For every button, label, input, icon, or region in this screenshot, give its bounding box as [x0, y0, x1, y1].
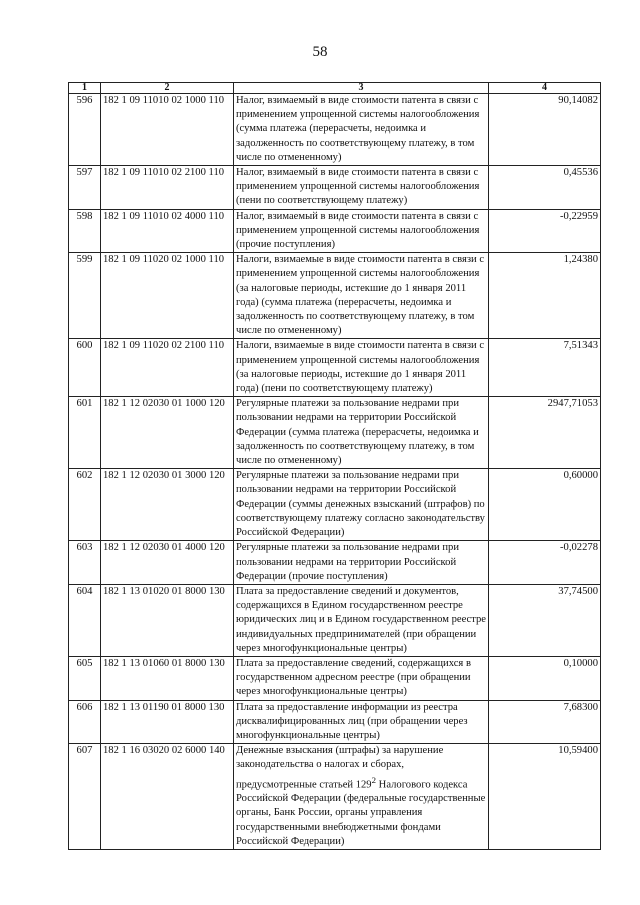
column-header-4: 4: [489, 83, 601, 94]
budget-code: 182 1 09 11020 02 2100 110: [101, 339, 234, 397]
budget-code: 182 1 09 11010 02 1000 110: [101, 94, 234, 166]
revenue-description: Налог, взимаемый в виде стоимости патента в связи с применением упрощенной системы налогообложения (прочие поступления): [234, 209, 489, 253]
row-number: 597: [69, 166, 101, 210]
row-number: 602: [69, 469, 101, 541]
amount: -0,22959: [489, 209, 601, 253]
row-number: 598: [69, 209, 101, 253]
row-number: 606: [69, 700, 101, 744]
table-row: [69, 744, 601, 850]
amount: 7,68300: [489, 700, 601, 744]
budget-code: 182 1 16 03020 02 6000 140: [101, 744, 234, 850]
revenue-description: Плата за предоставление информации из реестра дисквалифицированных лиц (при обращении через многофункциональные центры): [234, 700, 489, 744]
description-text-continued: Налогового кодекса Российской Федерации (федеральные государственные органы, Банк России, органы управления государственными внебюджетными фондами Российской Федерации): [236, 779, 486, 847]
table-row: [69, 339, 601, 397]
revenue-description: Регулярные платежи за пользование недрами при пользовании недрами на территории Российской Федерации (суммы денежных взысканий (штрафов) по соответствующему платежу согласно законодательству Российской Федерации): [234, 469, 489, 541]
budget-code: 182 1 12 02030 01 3000 120: [101, 469, 234, 541]
amount: 7,51343: [489, 339, 601, 397]
revenue-description: Плата за предоставление сведений и документов, содержащихся в Едином государственном реестре юридических лиц и в Едином государственном реестре индивидуальных предпринимателей (при обращении через многофункциональные центры): [234, 584, 489, 656]
budget-code: 182 1 12 02030 01 4000 120: [101, 541, 234, 585]
table-row: [69, 700, 601, 744]
revenue-description: Плата за предоставление сведений, содержащихся в государственном адресном реестре (при обращении через многофункциональные центры): [234, 656, 489, 700]
revenue-description: Налоги, взимаемые в виде стоимости патента в связи с применением упрощенной системы налогообложения (за налоговые периоды, истекшие до 1 января 2011 года) (пени по соответствующему платежу): [234, 339, 489, 397]
column-header-2: 2: [101, 83, 234, 94]
budget-code: 182 1 09 11010 02 4000 110: [101, 209, 234, 253]
revenue-description: [234, 744, 489, 850]
row-number: 607: [69, 744, 101, 850]
table-row: [69, 656, 601, 700]
row-number: 603: [69, 541, 101, 585]
column-header-3: 3: [234, 83, 489, 94]
column-header-1: 1: [69, 83, 101, 94]
table-row: [69, 166, 601, 210]
revenue-description: Регулярные платежи за пользование недрами при пользовании недрами на территории Российской Федерации (прочие поступления): [234, 541, 489, 585]
budget-code: 182 1 09 11020 02 1000 110: [101, 253, 234, 339]
budget-code: 182 1 13 01060 01 8000 130: [101, 656, 234, 700]
amount: 90,14082: [489, 94, 601, 166]
table-row: [69, 209, 601, 253]
table-row: [69, 94, 601, 166]
amount: 0,10000: [489, 656, 601, 700]
revenue-description: Налог, взимаемый в виде стоимости патента в связи с применением упрощенной системы налогообложения (пени по соответствующему платежу): [234, 166, 489, 210]
revenue-table: [68, 82, 601, 850]
row-number: 599: [69, 253, 101, 339]
budget-code: 182 1 12 02030 01 1000 120: [101, 397, 234, 469]
row-number: 600: [69, 339, 101, 397]
budget-code: 182 1 13 01020 01 8000 130: [101, 584, 234, 656]
budget-code: 182 1 09 11010 02 2100 110: [101, 166, 234, 210]
amount: 2947,71053: [489, 397, 601, 469]
row-number: 605: [69, 656, 101, 700]
revenue-description: Налоги, взимаемые в виде стоимости патента в связи с применением упрощенной системы налогообложения (за налоговые периоды, истекшие до 1 января 2011 года) (сумма платежа (перерасчеты, недоимка и задолженность по соответствующему платежу, в том числе по отмененному): [234, 253, 489, 339]
amount: 0,60000: [489, 469, 601, 541]
table-row: [69, 584, 601, 656]
row-number: 596: [69, 94, 101, 166]
amount: 0,45536: [489, 166, 601, 210]
amount: -0,02278: [489, 541, 601, 585]
table-row: [69, 469, 601, 541]
revenue-description: Налог, взимаемый в виде стоимости патента в связи с применением упрощенной системы налогообложения (сумма платежа (перерасчеты, недоимка и задолженность по соответствующему платежу, в том числе по отмененному): [234, 94, 489, 166]
table-row: [69, 397, 601, 469]
revenue-description: Регулярные платежи за пользование недрами при пользовании недрами на территории Российской Федерации (сумма платежа (перерасчеты, недоимка и задолженность по соответствующему платежу, в том числе по отмененному): [234, 397, 489, 469]
row-number: 604: [69, 584, 101, 656]
article-superscript: 2: [371, 774, 377, 785]
amount: 37,74500: [489, 584, 601, 656]
amount: 10,59400: [489, 744, 601, 850]
row-number: 601: [69, 397, 101, 469]
table-row: [69, 541, 601, 585]
description-text: Денежные взыскания (штрафы) за нарушение законодательства о налогах и сборах, предусмотренные статьей 129: [236, 745, 444, 791]
amount: 1,24380: [489, 253, 601, 339]
page-number: 58: [312, 44, 328, 60]
budget-code: 182 1 13 01190 01 8000 130: [101, 700, 234, 744]
table-row: [69, 253, 601, 339]
table-header-row: [69, 83, 601, 94]
